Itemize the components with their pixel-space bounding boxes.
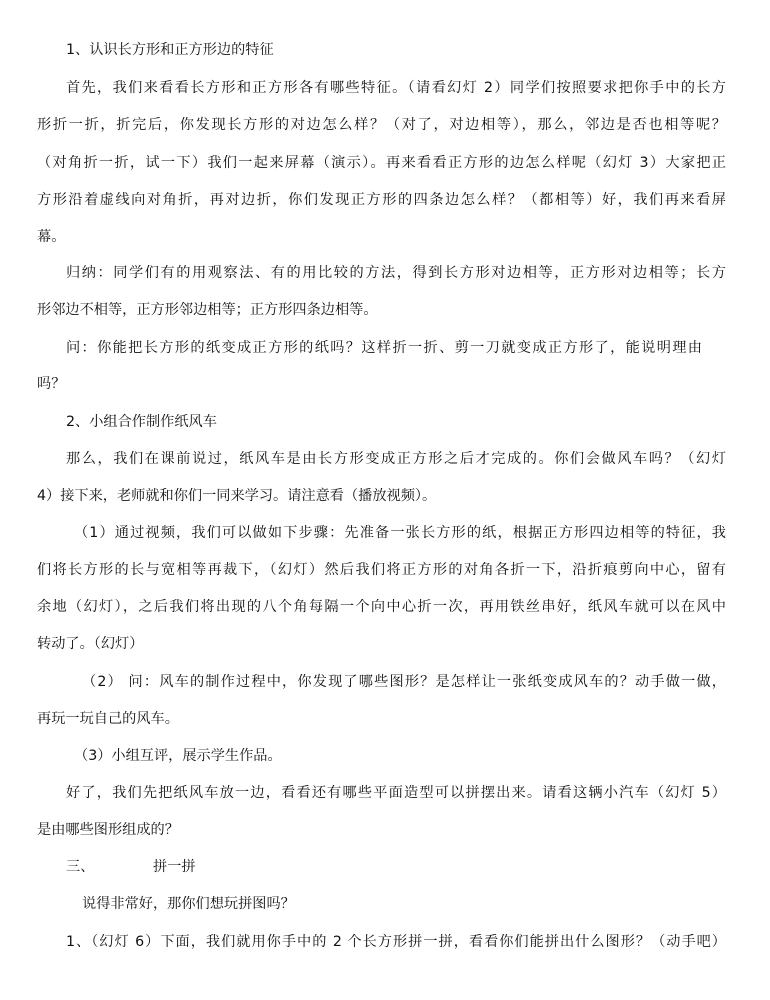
paragraph-line: （对角折一折，试一下）我们一起来屏幕（演示）。再来看看正方形的边怎么样呢（幻灯 3）大家把正	[37, 155, 726, 171]
heading-2: 2、小组合作制作纸风车	[66, 414, 217, 430]
paragraph-line: 转动了。（幻灯）	[37, 636, 144, 652]
paragraph-line: 幕。	[37, 229, 66, 245]
paragraph-line: 再玩一玩自己的风车。	[37, 711, 179, 727]
paragraph-line: 方形沿着虚线向对角折，再对边折，你们发现正方形的四条边怎么样？（都相等）好，我们再来看屏	[37, 192, 726, 208]
paragraph-line: 问：你能把长方形的纸变成正方形的纸吗？这样折一折、剪一刀就变成正方形了，能说明理由	[66, 340, 702, 356]
paragraph-line: 们将长方形的长与宽相等再裁下，（幻灯）然后我们将正方形的对角各折一下，沿折痕剪向中心，留有	[37, 562, 726, 578]
paragraph-line: 是由哪些图形组成的？	[37, 822, 179, 838]
paragraph-line: 归纳：同学们有的用观察法、有的用比较的方法，得到长方形对边相等，正方形对边相等；长方	[66, 265, 726, 281]
paragraph-line: 1、（幻灯 6）下面，我们就用你手中的 2 个长方形拼一拼，看看你们能拼出什么图形？（动手吧）	[66, 934, 726, 950]
paragraph-line: （2） 问：风车的制作过程中，你发现了哪些图形？是怎样让一张纸变成风车的？动手做一做，	[82, 674, 726, 690]
paragraph-line: （1）通过视频，我们可以做如下步骤：先准备一张长方形的纸，根据正方形四边相等的特征，我	[74, 525, 726, 541]
paragraph-line: 形邻边不相等，正方形邻边相等；正方形四条边相等。	[37, 302, 378, 318]
paragraph-line: 4）接下来，老师就和你们一同来学习。请注意看（播放视频）。	[37, 488, 437, 504]
paragraph-line: 首先，我们来看看长方形和正方形各有哪些特征。（请看幻灯 2）同学们按照要求把你手中的长方	[66, 80, 726, 96]
paragraph-line: 吗？	[37, 376, 66, 392]
paragraph-line: 说得非常好，那你们想玩拼图吗？	[82, 896, 295, 912]
heading-3: 三、 拼一拼	[66, 859, 196, 875]
paragraph-line: 好了，我们先把纸风车放一边，看看还有哪些平面造型可以拼摆出来。请看这辆小汽车（幻灯 5）	[66, 785, 726, 801]
paragraph-line: 那么，我们在课前说过，纸风车是由长方形变成正方形之后才完成的。你们会做风车吗？（幻灯	[66, 451, 726, 467]
paragraph-line: 形折一折，折完后，你发现长方形的对边怎么样？（对了，对边相等），那么，邻边是否也相等呢？	[37, 117, 726, 133]
heading-1: 1、认识长方形和正方形边的特征	[66, 42, 274, 58]
paragraph-line: （3）小组互评，展示学生作品。	[74, 748, 282, 764]
paragraph-line: 余地（幻灯），之后我们将出现的八个角每隔一个向中心折一次，再用铁丝串好，纸风车就可以在风中	[37, 599, 726, 615]
